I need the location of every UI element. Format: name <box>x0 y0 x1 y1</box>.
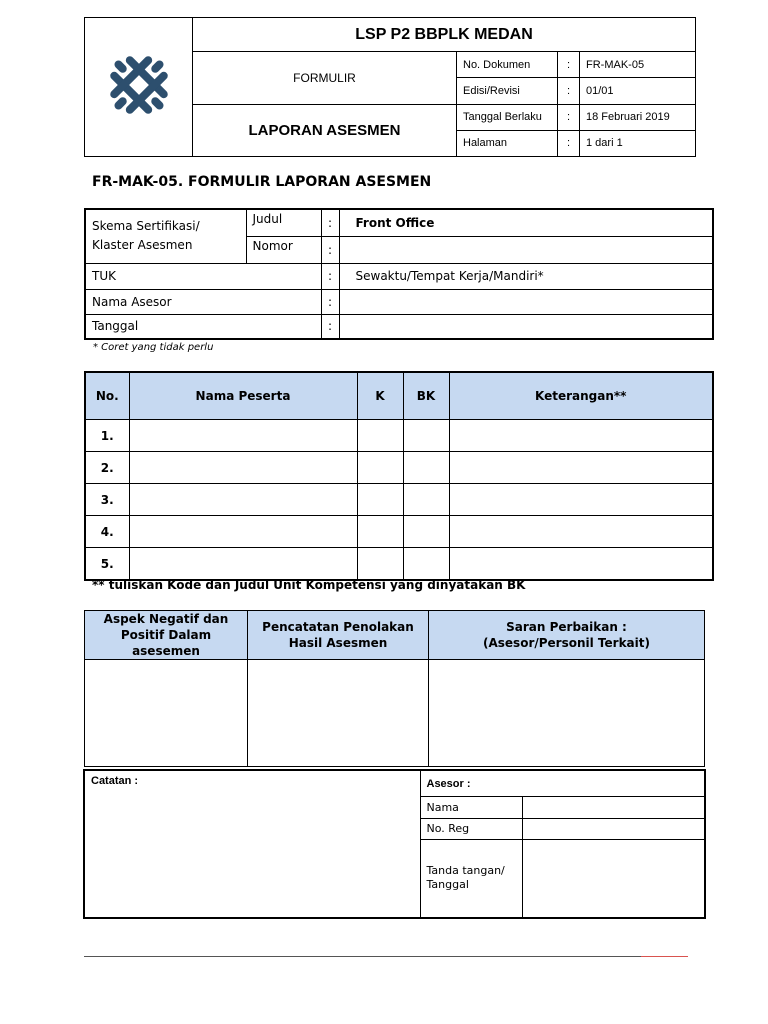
noreg-value[interactable] <box>522 818 705 839</box>
keterangan-cell[interactable] <box>449 484 713 516</box>
bk-cell[interactable] <box>403 452 449 484</box>
formulir-label: FORMULIR <box>193 52 457 104</box>
k-cell[interactable] <box>357 548 403 581</box>
k-cell[interactable] <box>357 420 403 452</box>
tuk-value[interactable]: Sewaktu/Tempat Kerja/Mandiri* <box>339 263 713 289</box>
col-pencatatan: Pencatatan Penolakan Hasil Asesmen <box>248 611 429 660</box>
col-keterangan: Keterangan** <box>449 372 713 420</box>
form-title: LAPORAN ASESMEN <box>193 104 457 156</box>
keterangan-cell[interactable] <box>449 548 713 581</box>
judul-value[interactable]: Front Office <box>339 209 713 236</box>
bk-cell[interactable] <box>403 548 449 581</box>
nama-cell[interactable] <box>129 420 357 452</box>
meta-label: Edisi/Revisi <box>457 78 558 104</box>
bk-cell[interactable] <box>403 420 449 452</box>
nama-cell[interactable] <box>129 452 357 484</box>
col-k: K <box>357 372 403 420</box>
row-number: 1. <box>85 420 129 452</box>
meta-value: 01/01 <box>580 78 696 104</box>
col-no: No. <box>85 372 129 420</box>
meta-value: 1 dari 1 <box>580 130 696 156</box>
aspek-cell[interactable] <box>85 660 248 767</box>
table-row <box>85 484 713 516</box>
strike-note: * Coret yang tidak perlu <box>93 342 214 353</box>
saran-line2: (Asesor/Personil Terkait) <box>483 636 650 650</box>
meta-colon: : <box>558 130 580 156</box>
nama-cell[interactable] <box>129 484 357 516</box>
col-saran <box>429 611 705 660</box>
meta-label: Halaman <box>457 130 558 156</box>
ttd-label: Tanda tangan/ Tanggal <box>420 839 522 918</box>
col-aspek: Aspek Negatif dan Positif Dalam asesemen <box>85 611 248 660</box>
document-header <box>84 17 696 157</box>
participants-table <box>84 371 714 581</box>
saran-cell[interactable] <box>429 660 705 767</box>
bk-note: ** tuliskan Kode dan Judul Unit Kompetensi yang dinyatakan BK <box>92 578 526 592</box>
doc-title: FR-MAK-05. FORMULIR LAPORAN ASESMEN <box>92 174 432 190</box>
col-nama-peserta: Nama Peserta <box>129 372 357 420</box>
colon: : <box>321 289 339 314</box>
pencatatan-cell[interactable] <box>248 660 429 767</box>
meta-colon: : <box>558 52 580 78</box>
tanggal-label: Tanggal <box>85 314 321 339</box>
meta-value: FR-MAK-05 <box>580 52 696 78</box>
asesor-label: Nama Asesor <box>85 289 321 314</box>
nama-cell[interactable] <box>129 548 357 581</box>
col-bk: BK <box>403 372 449 420</box>
meta-colon: : <box>558 78 580 104</box>
row-number: 3. <box>85 484 129 516</box>
k-cell[interactable] <box>357 484 403 516</box>
catatan-box[interactable] <box>84 770 420 918</box>
catatan-label: Catatan : <box>91 775 139 787</box>
k-cell[interactable] <box>357 452 403 484</box>
row-number: 2. <box>85 452 129 484</box>
table-row <box>85 420 713 452</box>
nomor-value[interactable] <box>339 236 713 263</box>
bk-cell[interactable] <box>403 516 449 548</box>
table-row <box>85 516 713 548</box>
colon: : <box>321 236 339 263</box>
lsp-logo-icon <box>94 40 184 130</box>
tuk-label: TUK <box>85 263 321 289</box>
k-cell[interactable] <box>357 516 403 548</box>
nama-cell[interactable] <box>129 516 357 548</box>
ttd-value[interactable] <box>522 839 705 918</box>
logo-cell <box>85 18 193 157</box>
skema-label: Skema Sertifikasi/ Klaster Asesmen <box>85 209 246 263</box>
nama-value[interactable] <box>522 796 705 818</box>
nomor-label: Nomor <box>246 236 321 263</box>
asesor-label: Asesor : <box>426 777 471 790</box>
footer-divider <box>84 956 641 957</box>
catatan-table <box>83 769 706 919</box>
meta-colon: : <box>558 104 580 130</box>
table-row <box>85 548 713 581</box>
noreg-label: No. Reg <box>420 818 522 839</box>
colon: : <box>321 209 339 236</box>
meta-label: No. Dokumen <box>457 52 558 78</box>
org-name: LSP P2 BBPLK MEDAN <box>193 18 696 52</box>
keterangan-cell[interactable] <box>449 420 713 452</box>
bk-cell[interactable] <box>403 484 449 516</box>
table-row <box>85 452 713 484</box>
saran-line1: Saran Perbaikan : <box>506 620 627 634</box>
judul-label: Judul <box>246 209 321 236</box>
meta-value: 18 Februari 2019 <box>580 104 696 130</box>
colon: : <box>321 263 339 289</box>
row-number: 4. <box>85 516 129 548</box>
keterangan-cell[interactable] <box>449 516 713 548</box>
tanggal-value[interactable] <box>339 314 713 339</box>
asesor-value[interactable] <box>339 289 713 314</box>
meta-label: Tanggal Berlaku <box>457 104 558 130</box>
asesor-header <box>420 770 705 796</box>
row-number: 5. <box>85 548 129 581</box>
info-table <box>84 208 714 340</box>
colon: : <box>321 314 339 339</box>
nama-label: Nama <box>420 796 522 818</box>
aspek-table <box>84 610 705 767</box>
keterangan-cell[interactable] <box>449 452 713 484</box>
footer-accent <box>641 956 688 957</box>
